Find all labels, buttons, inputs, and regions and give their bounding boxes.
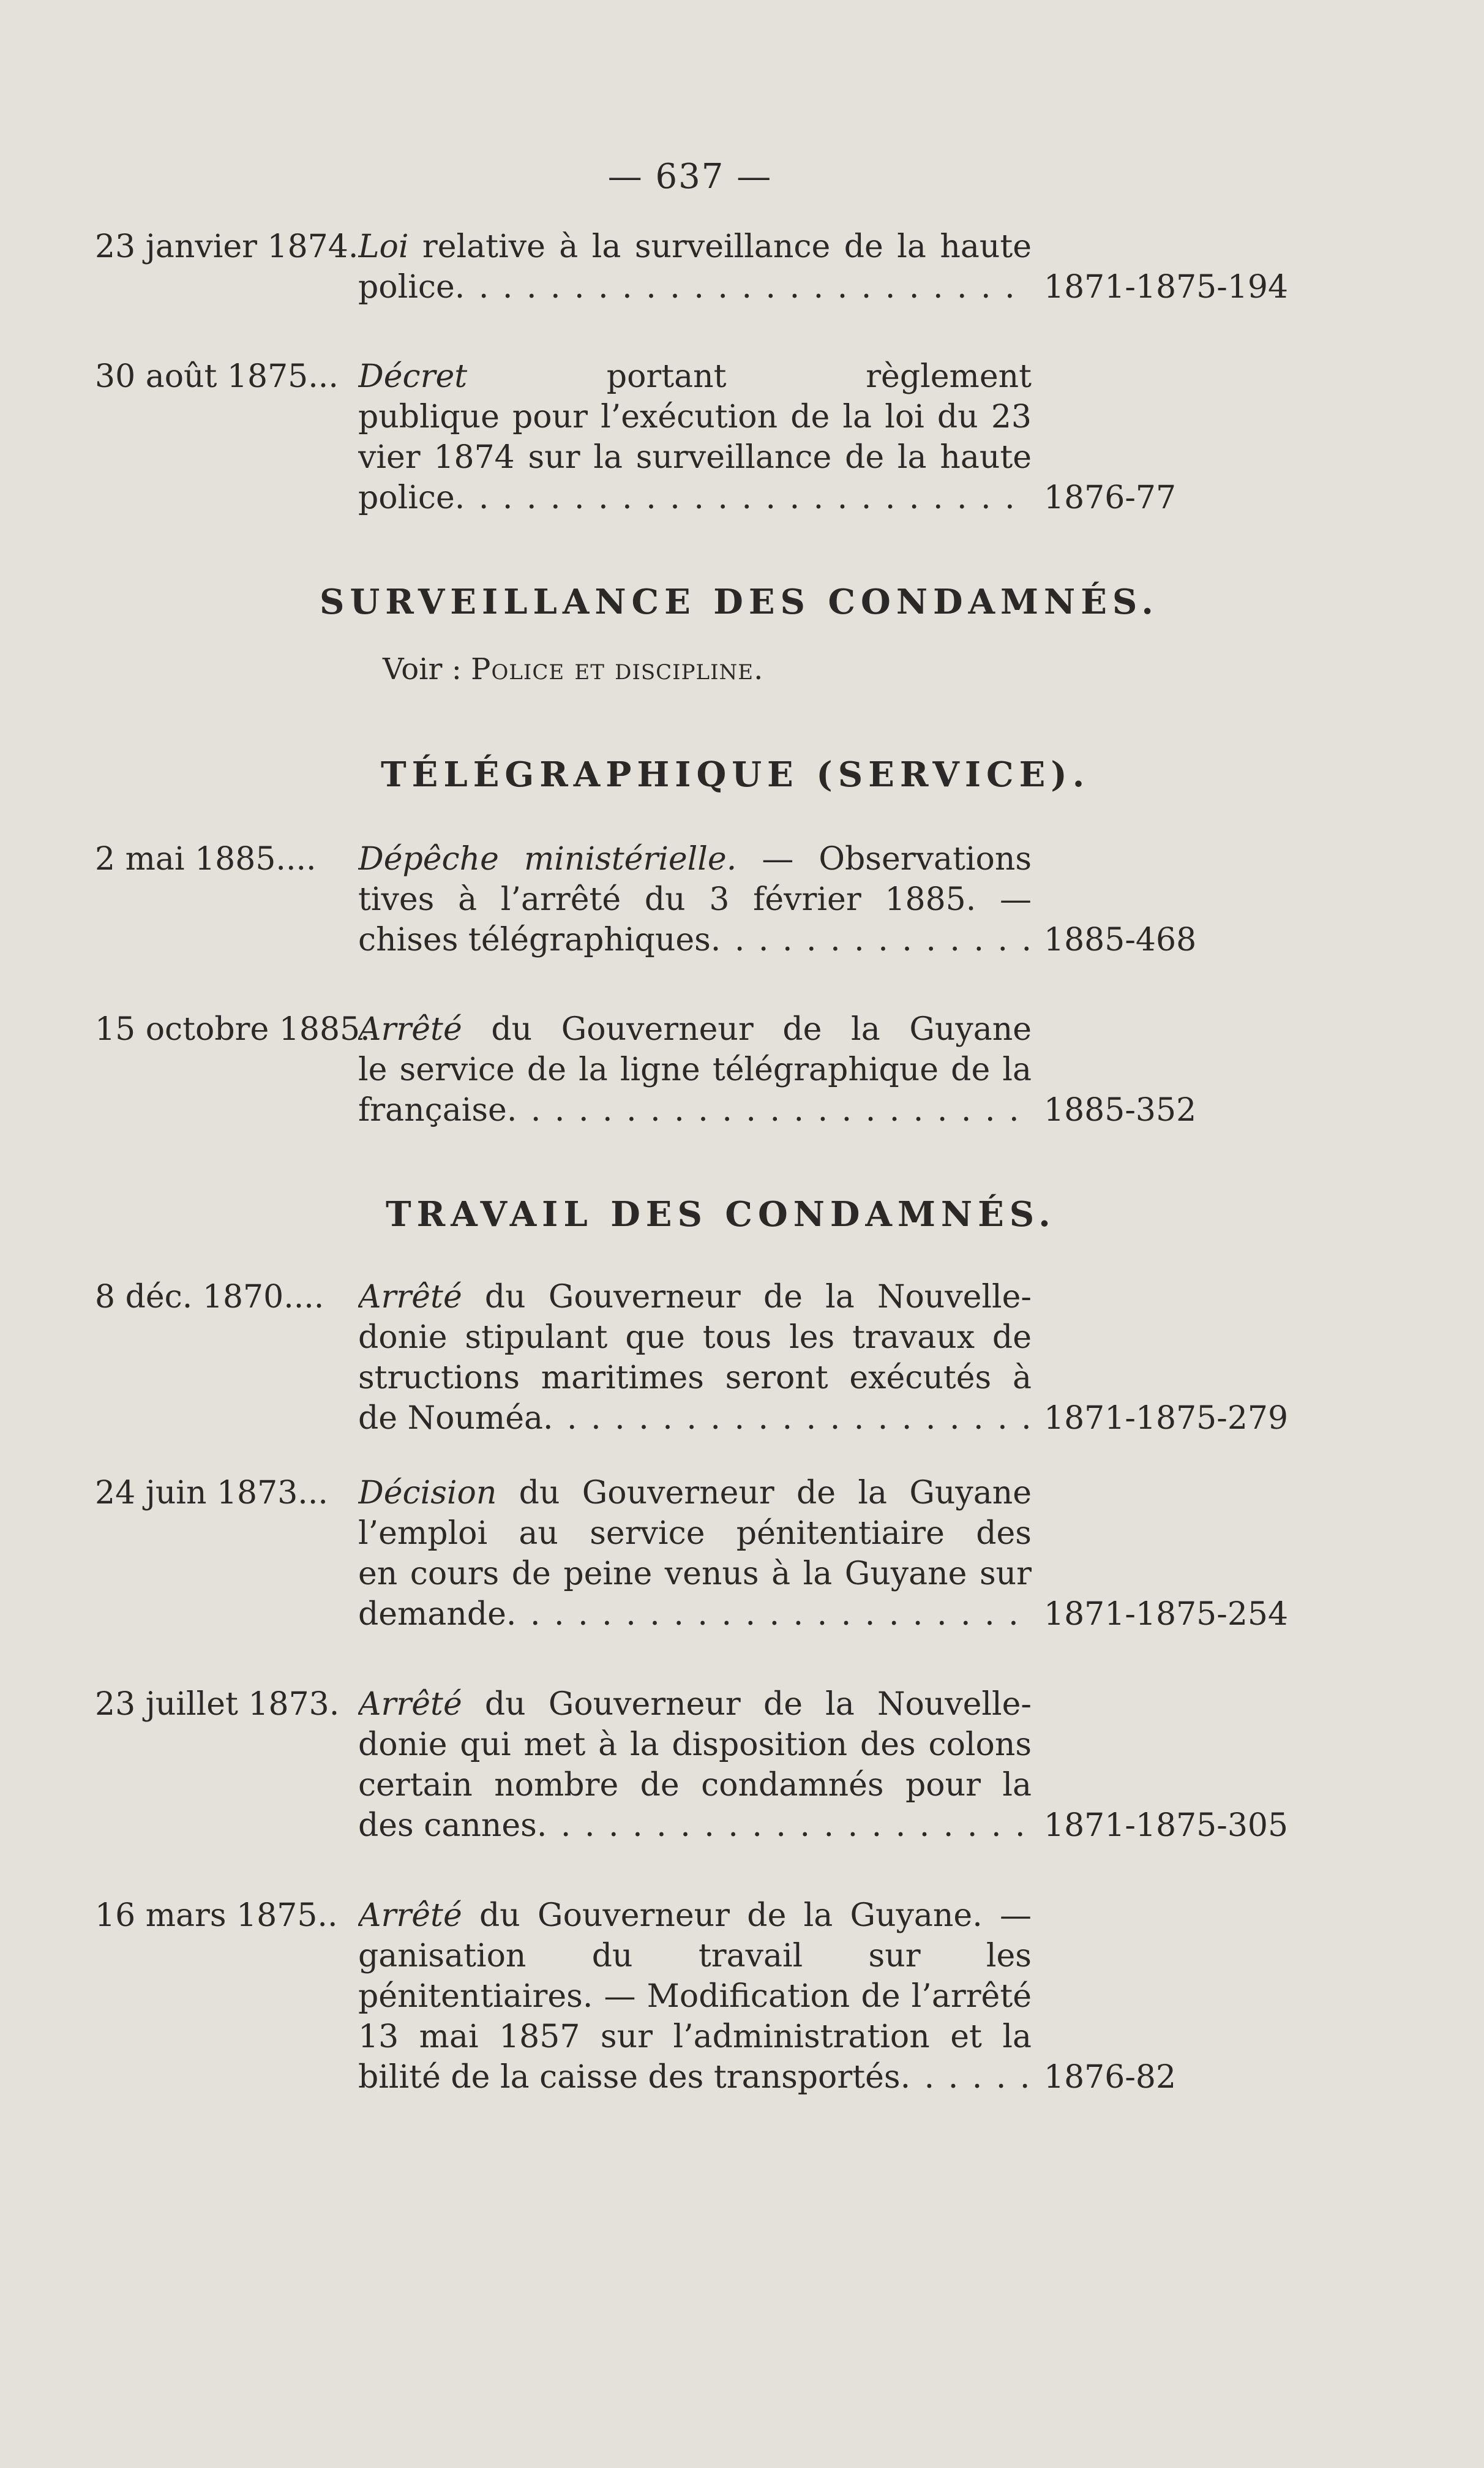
section-heading-travail: TRAVAIL DES CONDAMNÉS. [386, 1194, 1056, 1235]
page-number: — 637 — [607, 157, 773, 197]
bulletin-reference: 1885-468 [1044, 922, 1197, 958]
cross-reference: Voir : Police et discipline. [383, 652, 764, 687]
entry-last-line: demande . . . [358, 1594, 1032, 1635]
entry-text: Dépêche ministérielle. — Observations tives à l’arrêté du 3 février 1885. — chises télégraphiques . . . [358, 839, 1032, 960]
act-type: Arrêté [358, 1897, 462, 1934]
entry-last-line: bilité de la caisse des transportés . . . [358, 2057, 1032, 2097]
act-type: Arrêté [358, 1279, 462, 1315]
bulletin-reference: 1871-1875-279 [1044, 1400, 1289, 1437]
entry-last-line: police . . . [358, 478, 1032, 518]
entry-date: 8 déc. 1870.... [95, 1279, 324, 1315]
entry-date: 2 mai 1885.... [95, 841, 317, 878]
cross-reference-target: Police et discipline. [471, 652, 764, 687]
bulletin-reference: 1871-1875-254 [1044, 1596, 1289, 1633]
bulletin-reference: 1876-82 [1044, 2059, 1177, 2096]
entry-text: Arrêté du Gouverneur de la Nouvelle- donie qui met à la disposition des colons certain nombre de condamnés pour la des cannes . . . [358, 1684, 1032, 1846]
entry-text: Décret portant règlement publique pour l’exécution de la loi du 23 vier 1874 sur la surveillance de la haute police . . . [358, 356, 1032, 518]
entry-date: 23 janvier 1874. [95, 228, 359, 265]
entry-text: Arrêté du Gouverneur de la Nouvelle- donie stipulant que tous les travaux de structions maritimes seront exécutés à de Nouméa . . . [358, 1277, 1032, 1439]
bulletin-reference: 1876-77 [1044, 480, 1177, 516]
entry-last-line: française . . . [358, 1090, 1032, 1131]
entry-date: 16 mars 1875.. [95, 1897, 338, 1934]
act-type: Dépêche ministérielle. [358, 841, 737, 878]
entry-last-line: des cannes . . . [358, 1805, 1032, 1846]
entry-last-line: de Nouméa . . . [358, 1398, 1032, 1439]
section-heading-surveillance: SURVEILLANCE DES CONDAMNÉS. [320, 582, 1159, 622]
act-type: Loi [358, 228, 409, 265]
bulletin-reference: 1871-1875-194 [1044, 269, 1289, 306]
entry-last-line: police . . . [358, 267, 1032, 307]
entry-date: 30 août 1875... [95, 358, 339, 395]
entry-text: Arrêté du Gouverneur de la Guyane. — ganisation du travail sur les pénitentiaires. — Modification de l’arrêté 13 mai 1857 sur l’administration et la bilité de la caisse des transportés . . . [358, 1895, 1032, 2097]
entry-date: 15 octobre 1885. [95, 1011, 370, 1048]
bulletin-reference: 1871-1875-305 [1044, 1807, 1289, 1844]
entry-line: Loi relative à la surveillance de la haute [358, 228, 1032, 265]
entry-text [358, 227, 1032, 307]
act-type: Décision [358, 1475, 497, 1511]
act-type: Arrêté [358, 1686, 462, 1723]
act-type: Arrêté [358, 1011, 462, 1048]
section-heading-telegraphique: TÉLÉGRAPHIQUE (SERVICE). [381, 754, 1090, 795]
entry-text: Arrêté du Gouverneur de la Guyane le service de la ligne télégraphique de la française . . . [358, 1009, 1032, 1131]
act-type: Décret [358, 358, 468, 395]
entry-date: 23 juillet 1873. [95, 1686, 340, 1723]
entry-date: 24 juin 1873... [95, 1475, 328, 1511]
entry-text: Décision du Gouverneur de la Guyane l’emploi au service pénitentiaire des en cours de peine venus à la Guyane sur demande . . . [358, 1473, 1032, 1635]
entry-last-line: chises télégraphiques . . . [358, 920, 1032, 960]
bulletin-reference: 1885-352 [1044, 1092, 1197, 1129]
